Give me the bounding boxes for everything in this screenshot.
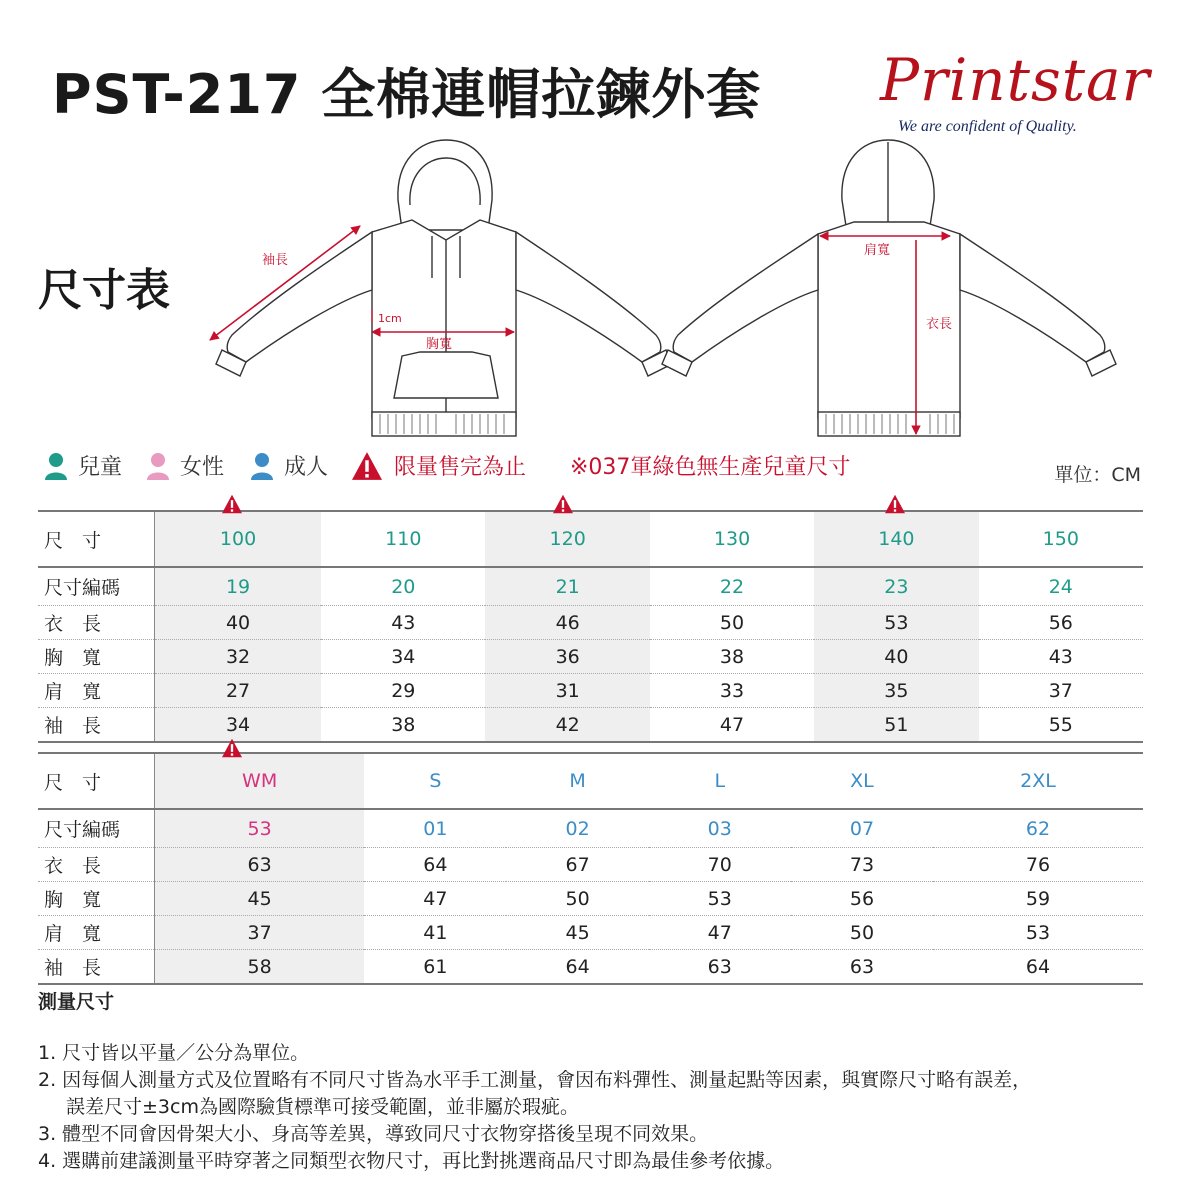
code-row-label: 尺寸編碼 <box>38 567 155 606</box>
pocket-offset-label: 1cm <box>378 312 402 325</box>
chest-width-label: 胸寬 <box>426 337 453 352</box>
value-cell: 51 <box>814 708 978 743</box>
value-cell: 64 <box>933 950 1143 985</box>
value-cell: 73 <box>791 848 933 882</box>
value-cell: 37 <box>979 674 1143 708</box>
shoulder-width-label: 肩寬 <box>864 243 891 258</box>
adult-size-table <box>38 752 1143 985</box>
legend-kids <box>44 450 122 481</box>
size-cell: M <box>506 753 648 809</box>
note-item: 3. 體型不同會因骨架大小、身高等差異，導致同尺寸衣物穿搭後呈現不同效果。 <box>38 1123 709 1145</box>
table-row <box>38 950 1143 985</box>
warning-icon <box>552 494 574 514</box>
sleeve-length-label: 袖長 <box>262 253 289 268</box>
value-cell: 76 <box>933 848 1143 882</box>
size-cell: 2XL <box>933 753 1143 809</box>
value-cell: 53 <box>933 916 1143 950</box>
value-cell: 38 <box>321 708 485 743</box>
value-cell: 29 <box>321 674 485 708</box>
table-row <box>38 916 1143 950</box>
legend-women <box>146 450 224 481</box>
code-cell: 23 <box>814 567 978 606</box>
code-cell: 03 <box>649 809 791 848</box>
value-cell: 63 <box>649 950 791 985</box>
kids-person-icon <box>44 452 68 480</box>
code-cell: 22 <box>650 567 814 606</box>
value-cell: 70 <box>649 848 791 882</box>
value-cell: 45 <box>155 882 365 916</box>
code-cell: 01 <box>364 809 506 848</box>
note-item: 2. 因每個人測量方式及位置略有不同尺寸皆為水平手工測量，會因布料彈性、測量起點等因素，與實際尺寸略有誤差， <box>38 1069 1032 1091</box>
value-cell: 47 <box>649 916 791 950</box>
legend-note: ※037軍綠色無生產兒童尺寸 <box>570 455 851 480</box>
value-cell: 53 <box>814 606 978 640</box>
legend-limited-label: 限量售完為止 <box>394 455 527 480</box>
warning-icon <box>221 738 243 758</box>
value-cell: 38 <box>650 640 814 674</box>
value-cell: 47 <box>364 882 506 916</box>
value-cell: 64 <box>364 848 506 882</box>
code-cell: 62 <box>933 809 1143 848</box>
code-row-label: 尺寸編碼 <box>38 809 155 848</box>
page-title: PST-217 全棉連帽拉鍊外套 <box>52 63 762 126</box>
value-cell: 36 <box>485 640 649 674</box>
size-cell: 110 <box>321 511 485 567</box>
value-cell: 34 <box>155 708 322 743</box>
value-cell: 45 <box>506 916 648 950</box>
hoodie-front-drawing <box>216 140 672 436</box>
kids-size-table <box>38 510 1143 743</box>
size-cell: L <box>649 753 791 809</box>
value-cell: 59 <box>933 882 1143 916</box>
code-cell: 07 <box>791 809 933 848</box>
value-cell: 27 <box>155 674 322 708</box>
value-cell: 63 <box>155 848 365 882</box>
value-cell: 56 <box>979 606 1143 640</box>
size-cell: XL <box>791 753 933 809</box>
value-cell: 47 <box>650 708 814 743</box>
size-cell: 140 <box>814 511 978 567</box>
size-chart-heading: 尺寸表 <box>38 265 170 316</box>
size-cell: 150 <box>979 511 1143 567</box>
size-cell: 100 <box>155 511 322 567</box>
code-cell: 24 <box>979 567 1143 606</box>
code-cell: 19 <box>155 567 322 606</box>
notes-heading: 測量尺寸 <box>38 991 115 1013</box>
value-cell: 43 <box>321 606 485 640</box>
unit-label: 單位：CM <box>1054 464 1141 486</box>
warning-icon <box>350 451 384 481</box>
value-cell: 32 <box>155 640 322 674</box>
row-label: 衣 長 <box>38 606 155 640</box>
value-cell: 35 <box>814 674 978 708</box>
value-cell: 58 <box>155 950 365 985</box>
value-cell: 63 <box>791 950 933 985</box>
value-cell: 55 <box>979 708 1143 743</box>
brand-tagline: We are confident of Quality. <box>898 118 1077 135</box>
size-cell: S <box>364 753 506 809</box>
table-row <box>38 606 1143 640</box>
size-cell: 120 <box>485 511 649 567</box>
code-cell: 20 <box>321 567 485 606</box>
value-cell: 46 <box>485 606 649 640</box>
value-cell: 61 <box>364 950 506 985</box>
hoodie-diagram <box>0 130 1181 450</box>
legend-adult-label: 成人 <box>284 455 329 480</box>
legend-women-label: 女性 <box>180 455 225 480</box>
table-row <box>38 882 1143 916</box>
warning-icon <box>221 494 243 514</box>
value-cell: 40 <box>814 640 978 674</box>
value-cell: 50 <box>650 606 814 640</box>
code-cell: 02 <box>506 809 648 848</box>
note-item: 4. 選購前建議測量平時穿著之同類型衣物尺寸，再比對挑選商品尺寸即為最佳參考依據。 <box>38 1150 785 1172</box>
value-cell: 42 <box>485 708 649 743</box>
brand-logo: Printstar <box>880 46 1151 114</box>
table-row <box>38 708 1143 743</box>
row-label: 胸 寬 <box>38 882 155 916</box>
row-label: 胸 寬 <box>38 640 155 674</box>
warning-icon <box>884 494 906 514</box>
value-cell: 31 <box>485 674 649 708</box>
row-label: 衣 長 <box>38 848 155 882</box>
value-cell: 67 <box>506 848 648 882</box>
legend-kids-label: 兒童 <box>78 455 123 480</box>
value-cell: 64 <box>506 950 648 985</box>
body-length-label: 衣長 <box>926 317 953 332</box>
row-label: 肩 寬 <box>38 674 155 708</box>
code-cell: 21 <box>485 567 649 606</box>
value-cell: 37 <box>155 916 365 950</box>
note-item: 1. 尺寸皆以平量／公分為單位。 <box>38 1042 310 1064</box>
size-cell: 130 <box>650 511 814 567</box>
legend-limited <box>350 450 526 481</box>
size-cell: WM <box>155 753 365 809</box>
table-row <box>38 640 1143 674</box>
value-cell: 53 <box>649 882 791 916</box>
table-row <box>38 674 1143 708</box>
code-cell: 53 <box>155 809 365 848</box>
row-label: 肩 寬 <box>38 916 155 950</box>
note-item-continued: 誤差尺寸±3cm為國際驗貨標準可接受範圍，並非屬於瑕疵。 <box>66 1096 579 1118</box>
value-cell: 56 <box>791 882 933 916</box>
value-cell: 34 <box>321 640 485 674</box>
size-row-label: 尺 寸 <box>38 753 155 809</box>
value-cell: 50 <box>791 916 933 950</box>
notes-list <box>38 1040 1031 1175</box>
women-person-icon <box>146 452 170 480</box>
size-row-label: 尺 寸 <box>38 511 155 567</box>
value-cell: 40 <box>155 606 322 640</box>
value-cell: 50 <box>506 882 648 916</box>
row-label: 袖 長 <box>38 950 155 985</box>
hoodie-back-drawing <box>662 140 1116 436</box>
adult-person-icon <box>250 452 274 480</box>
value-cell: 43 <box>979 640 1143 674</box>
value-cell: 41 <box>364 916 506 950</box>
table-row <box>38 848 1143 882</box>
legend-adult <box>250 450 328 481</box>
value-cell: 33 <box>650 674 814 708</box>
row-label: 袖 長 <box>38 708 155 743</box>
